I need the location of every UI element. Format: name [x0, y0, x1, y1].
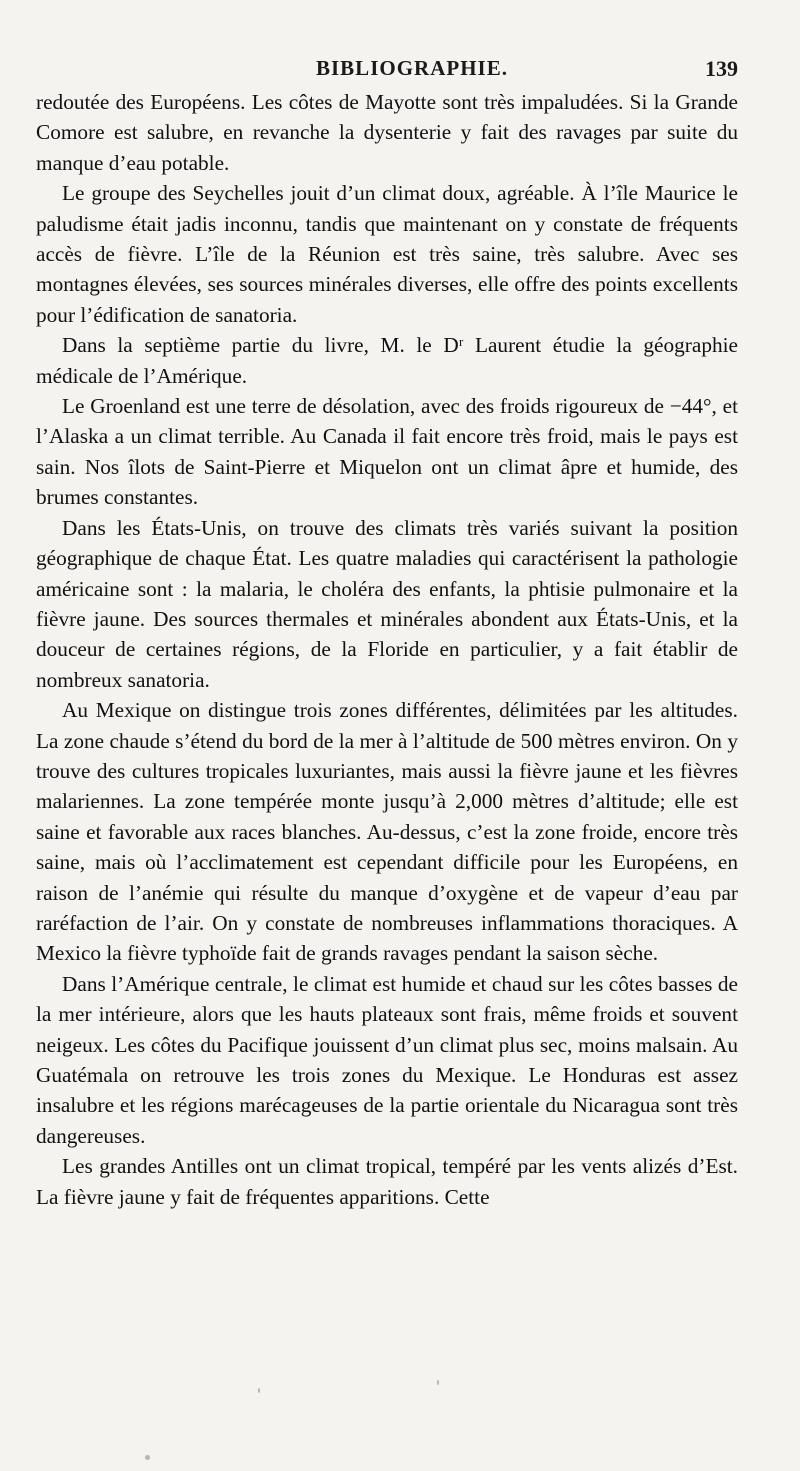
ink-speck: [258, 1388, 260, 1393]
paragraph: Dans la septième partie du livre, M. le Dʳ Laurent étudie la géographie médicale de l’Amérique.: [36, 333, 738, 388]
page-number: 139: [705, 56, 738, 81]
ink-speck: [437, 1380, 439, 1385]
paragraph: Le groupe des Seychelles jouit d’un climat doux, agréable. À l’île Maurice le paludisme était jadis inconnu, tandis que maintenant on y constate de fréquents accès de fièvre. L’île de la Réunion est très saine, très salubre. Avec ses montagnes élevées, ses sources minérales diverses, elle offre des points excellents pour l’édification de sanatoria.: [36, 181, 738, 327]
running-title: BIBLIOGRAPHIE.: [316, 56, 508, 80]
paragraph: Le Groenland est une terre de désolation, avec des froids rigoureux de −44°, et l’Alaska a un climat terrible. Au Canada il fait encore très froid, mais le pays est sain. Nos îlots de Saint-Pierre et Miquelon ont un climat âpre et humide, des brumes constantes.: [36, 394, 738, 510]
body-text: [36, 87, 738, 1212]
paragraph: Au Mexique on distingue trois zones différentes, délimitées par les altitudes. La zone chaude s’étend du bord de la mer à l’altitude de 500 mètres environ. On y trouve des cultures tropicales luxuriantes, mais aussi la fièvre jaune et les fièvres malariennes. La zone tempérée monte jusqu’à 2,000 mètres d’altitude; elle est saine et favorable aux races blanches. Au-dessus, c’est la zone froide, encore très saine, mais où l’acclimatement est cependant difficile pour les Européens, en raison de l’anémie qui résulte du manque d’oxygène et de vapeur d’eau par raréfaction de l’air. On y constate de nombreuses inflammations thoraciques. A Mexico la fièvre typhoïde fait de grands ravages pendant la saison sèche.: [36, 698, 738, 966]
paragraph: Dans les États-Unis, on trouve des climats très variés suivant la position géographique de chaque État. Les quatre maladies qui caractérisent la pathologie américaine sont : la malaria, le choléra des enfants, la phtisie pulmonaire et la fièvre jaune. Des sources thermales et minérales abondent aux États-Unis, et la douceur de certaines régions, de la Floride en particulier, y a fait établir de nombreux sanatoria.: [36, 515, 738, 692]
paragraph: Dans l’Amérique centrale, le climat est humide et chaud sur les côtes basses de la mer intérieure, alors que les hauts plateaux sont frais, même froids et souvent neigeux. Les côtes du Pacifique jouissent d’un climat plus sec, moins malsain. Au Guatémala on retrouve les trois zones du Mexique. Le Honduras est assez insalubre et les régions marécageuses de la partie orientale du Nicaragua sont très dangereuses.: [36, 971, 738, 1148]
page-header: [36, 52, 738, 92]
ink-speck: [145, 1455, 150, 1460]
paragraph: Les grandes Antilles ont un climat tropical, tempéré par les vents alizés d’Est. La fièvre jaune y fait de fréquentes apparitions. Cette: [36, 1154, 738, 1209]
paragraph: redoutée des Européens. Les côtes de Mayotte sont très impaludées. Si la Grande Comore est salubre, en revanche la dysenterie y fait des ravages par suite du manque d’eau potable.: [36, 90, 738, 175]
